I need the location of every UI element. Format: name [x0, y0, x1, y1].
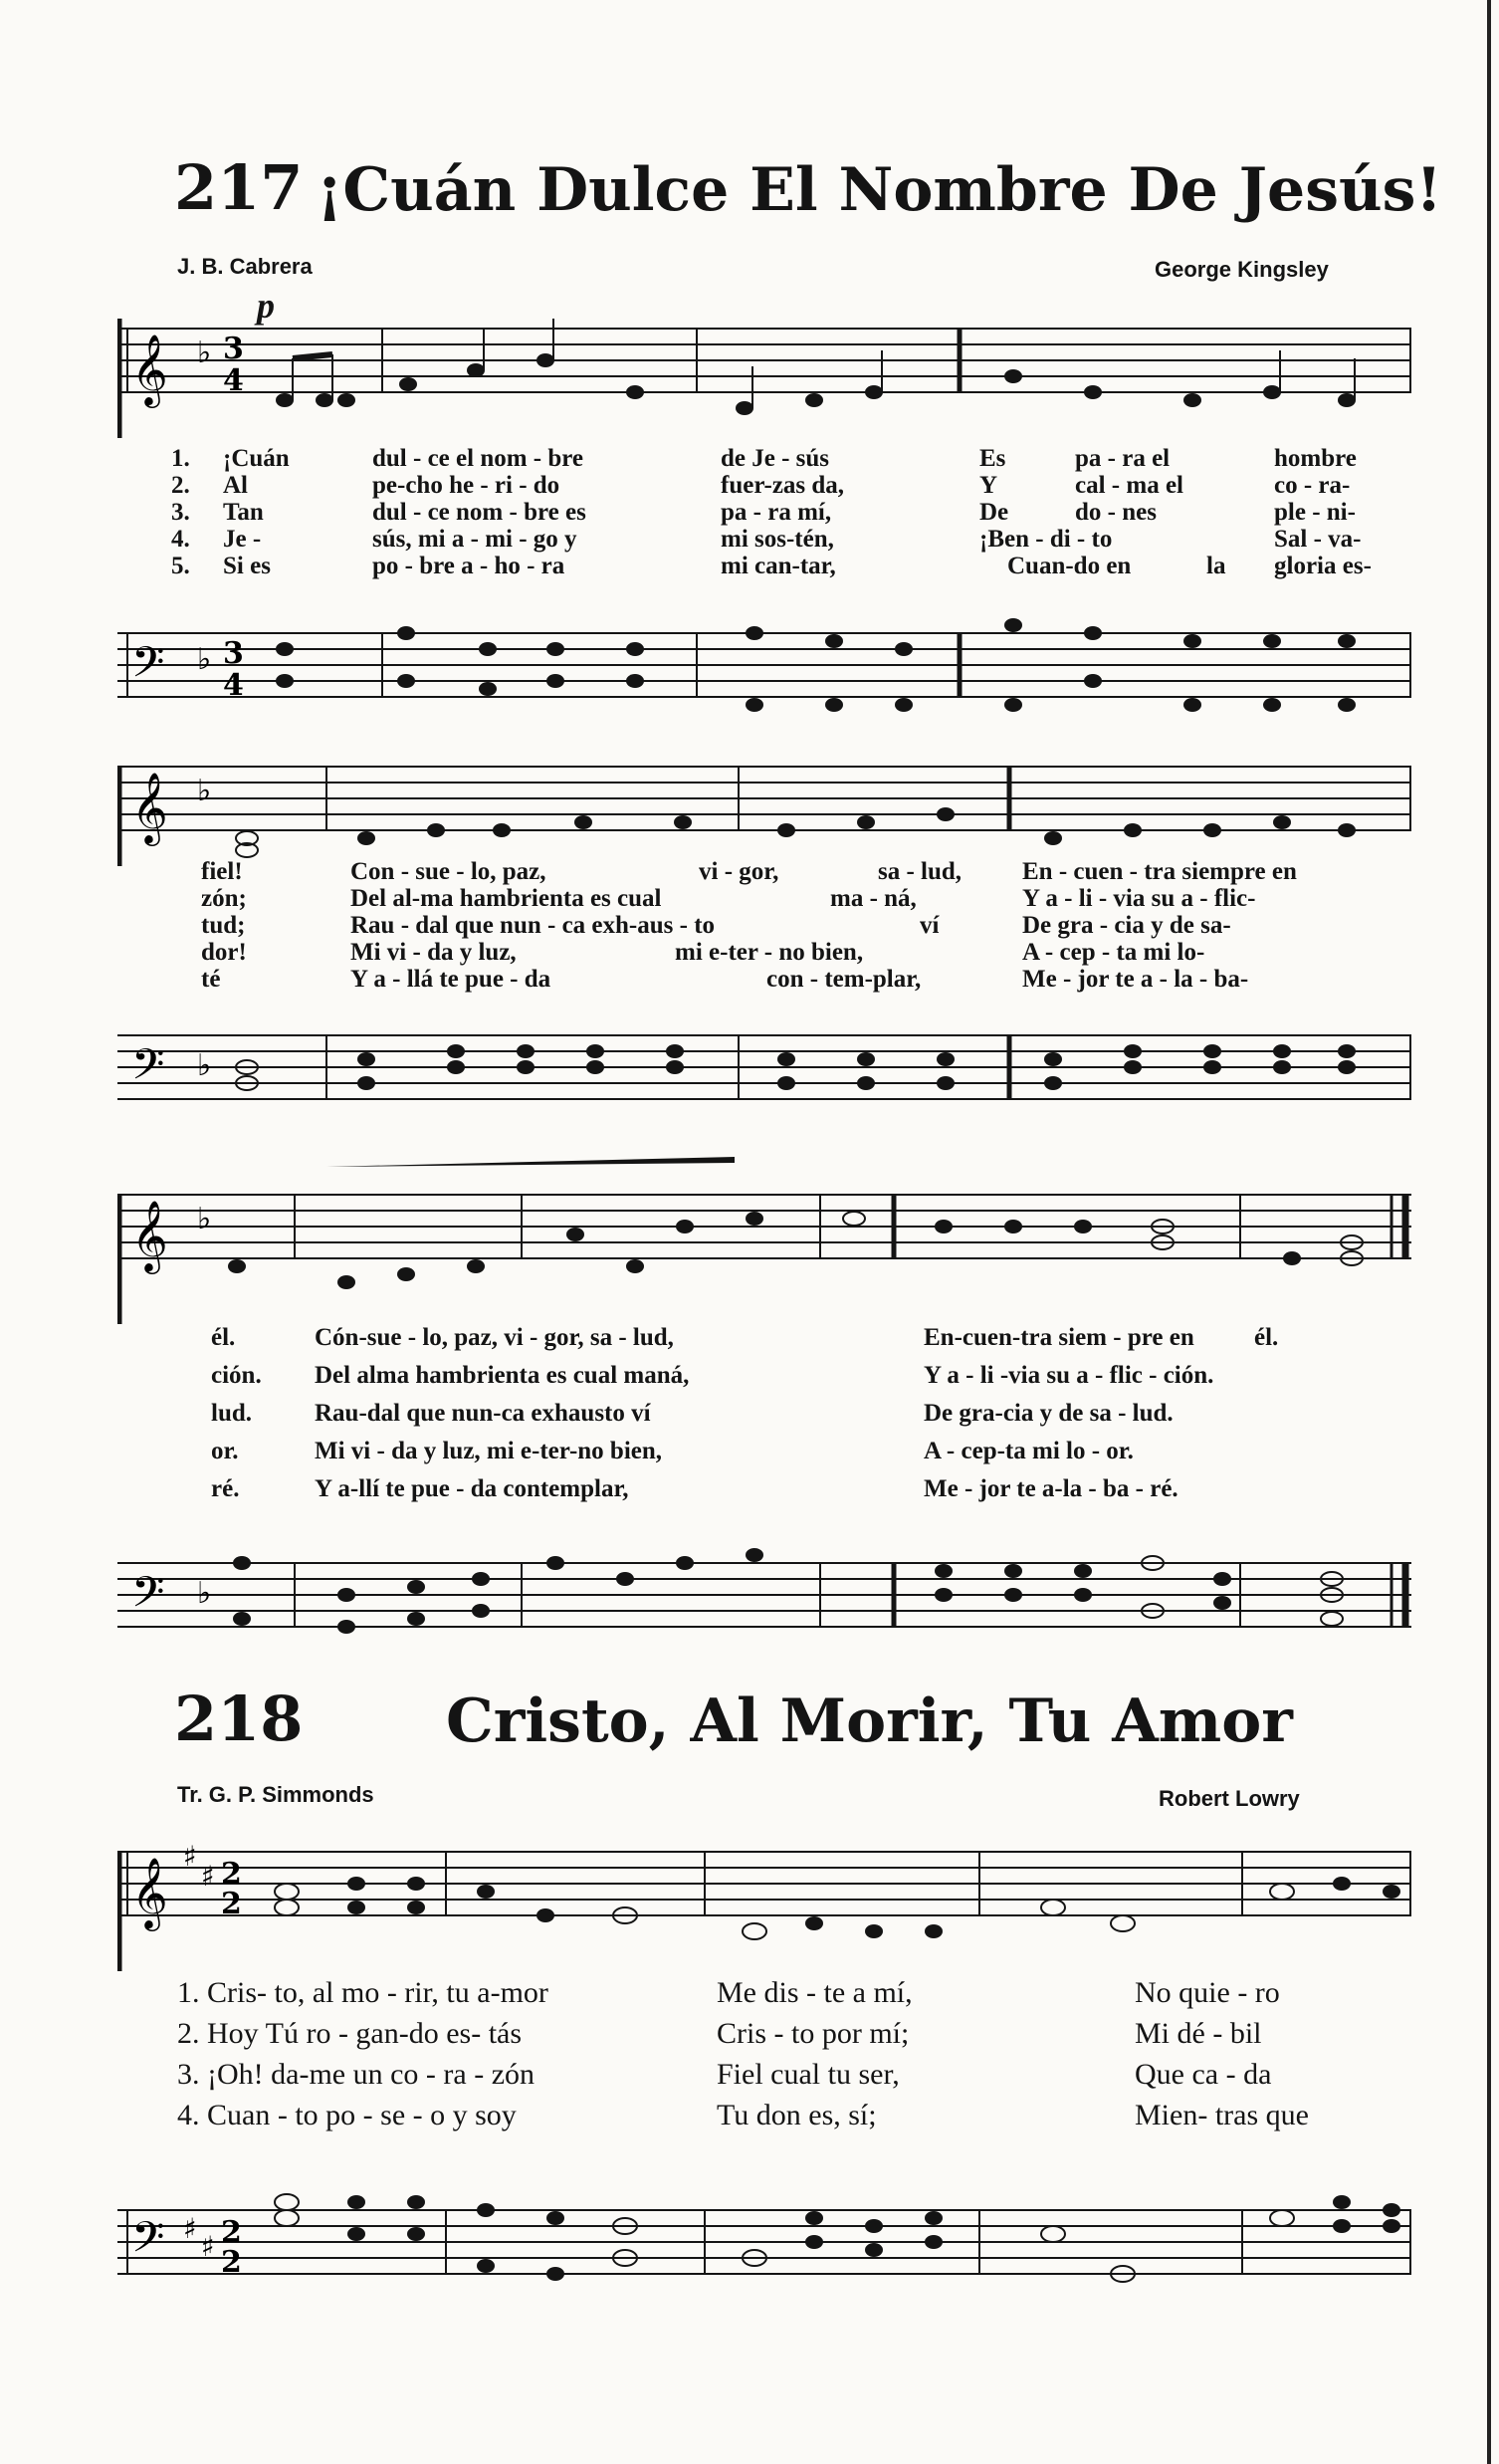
hymn-217-composer: George Kingsley: [1155, 257, 1329, 282]
svg-text:𝄢: 𝄢: [131, 2213, 165, 2273]
svg-text:2: 2: [221, 1857, 242, 1892]
hymn-218-lyricist: Tr. G. P. Simmonds: [177, 1782, 374, 1807]
hymn-218-treble-staff: [117, 1832, 1413, 1971]
svg-text:2: 2: [221, 2245, 242, 2280]
crescendo-hairpin: [326, 1157, 735, 1167]
svg-text:♯: ♯: [183, 2212, 197, 2245]
hymn-218-title: Cristo, Al Morir, Tu Amor: [446, 1686, 1293, 1756]
svg-text:♯: ♯: [201, 2230, 215, 2263]
svg-text:♯: ♯: [201, 1860, 215, 1893]
hymn-217-system-1-bass: [117, 607, 1413, 727]
svg-text:♭: ♭: [197, 774, 212, 808]
hymn-218-bass-staff: [117, 2160, 1413, 2320]
svg-text:♭: ♭: [197, 642, 212, 677]
svg-text:♯: ♯: [183, 1840, 197, 1873]
svg-text:𝄞: 𝄞: [131, 771, 168, 843]
hymn-217-system-2-bass: [117, 1025, 1413, 1135]
svg-text:𝄞: 𝄞: [131, 1856, 168, 1928]
hymn-217-system-1-treble: [117, 319, 1413, 438]
hymn-217-system-3-treble: [117, 1155, 1413, 1324]
hymn-218-composer: Robert Lowry: [1159, 1786, 1300, 1811]
dynamic-marking: p: [257, 286, 275, 326]
hymn-217-system-3-bass: [117, 1523, 1413, 1663]
page-edge-line: [1487, 0, 1491, 2464]
svg-text:♭: ♭: [197, 1048, 212, 1083]
hymn-218-number: 218: [174, 1682, 304, 1755]
svg-text:♭: ♭: [197, 1202, 212, 1236]
hymn-217-number: 217: [174, 151, 304, 224]
svg-text:♭: ♭: [197, 1576, 212, 1611]
hymn-217-lyricist: J. B. Cabrera: [177, 254, 313, 279]
hymn-217-system-2-treble: [117, 757, 1413, 866]
svg-text:𝄢: 𝄢: [131, 638, 165, 698]
svg-text:2: 2: [221, 1887, 242, 1921]
svg-text:𝄢: 𝄢: [131, 1040, 165, 1100]
svg-text:4: 4: [223, 668, 244, 703]
svg-text:3: 3: [223, 332, 244, 366]
hymn-217-title: ¡Cuán Dulce El Nombre De Jesús!: [317, 155, 1442, 225]
svg-text:♭: ♭: [197, 336, 212, 370]
svg-text:4: 4: [223, 363, 244, 398]
svg-text:3: 3: [223, 636, 244, 671]
svg-text:2: 2: [221, 2215, 242, 2250]
svg-text:𝄢: 𝄢: [131, 1568, 165, 1628]
svg-text:𝄞: 𝄞: [131, 1199, 168, 1271]
svg-text:𝄞: 𝄞: [131, 333, 168, 405]
